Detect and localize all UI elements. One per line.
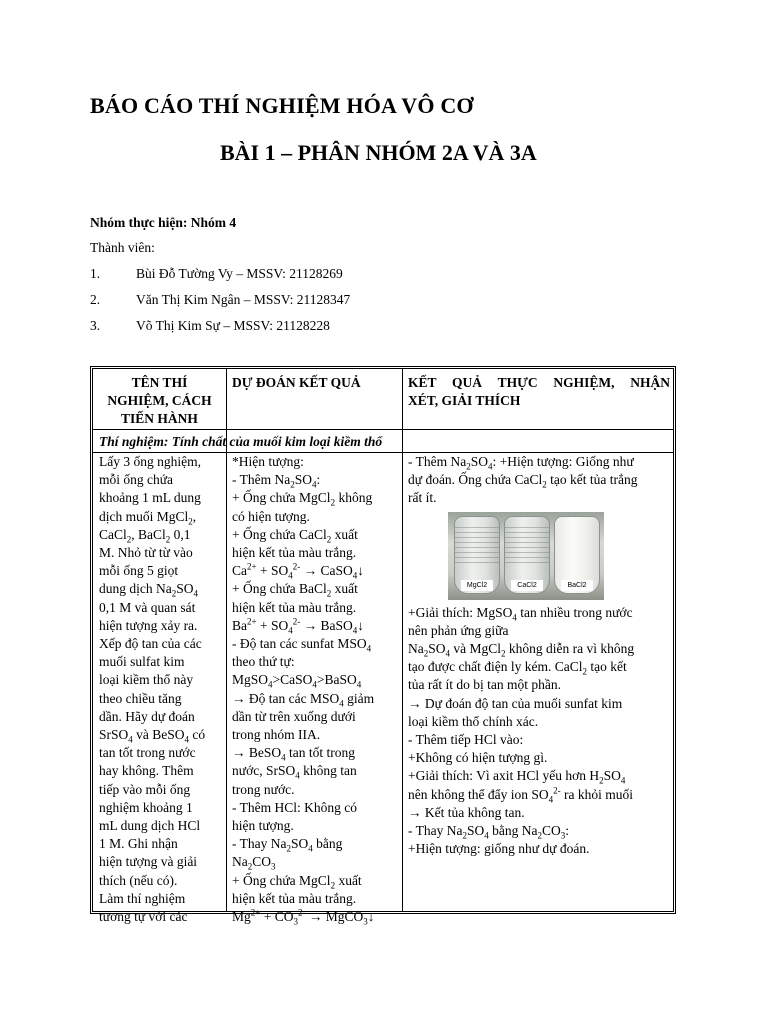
header-line: XÉT, GIẢI THÍCH (408, 393, 521, 408)
procedure-cell: Lấy 3 ống nghiệm, mỗi ống chứa khoảng 1 mL dung dịch muối MgCl$_2$, CaCl$_2$, BaCl$_2$ 0,1 M. Nhỏ từ từ vào mỗi ống 5 giọt dung dịch $Na_2SO_4$ 0,1 M và quan sát hiện tượng xảy ra. Xếp độ tan của các muối sulfat kim loại kiềm thổ này theo chiều tăng dần. Hãy dự đoán SrSO$_4$ và BeSO$_4$ có tan tốt trong nước hay không. Thêm tiếp vào mỗi ống nghiệm khoảng 1 mL dung dịch HCl 1 M. Ghi nhận hiện tượng và giải thích (nếu có). Làm thí nghiệm tương tự với các (99, 454, 206, 925)
member-item (90, 266, 343, 282)
tube-label: MgCl2 (461, 580, 493, 591)
member-text: Văn Thị Kim Ngân – MSSV: 21128347 (136, 292, 351, 307)
column-divider (402, 369, 403, 911)
member-number: 1. (90, 266, 101, 281)
test-tubes-photo (448, 512, 604, 600)
member-item (90, 292, 350, 308)
report-title: BÁO CÁO THÍ NGHIỆM HÓA VÔ CƠ (90, 93, 474, 118)
column-divider (226, 369, 227, 911)
header-line: NGHIỆM, CÁCH (107, 393, 212, 408)
test-tube (454, 516, 500, 594)
group-label: Nhóm thực hiện: Nhóm 4 (90, 215, 237, 230)
members-label: Thành viên: (90, 240, 155, 255)
tube-label: CaCl2 (511, 580, 543, 591)
member-text: Võ Thị Kim Sự – MSSV: 21128228 (136, 318, 330, 333)
prediction-cell: *Hiện tượng: - Thêm $Na_2SO_4$: + Ống chứa MgCl$_2$ không có hiện tượng. + Ống chứa CaCl$_2$ xuất hiện kết tủa màu trắng. $Ca^{2+} + SO_4^{2-}$ → CaSO$_4$↓ + Ống chứa BaCl$_2$ xuất hiện kết tủa màu trắng. $Ba^{2+} + SO_4^{2-}$ → BaSO$_4$↓ - Độ tan các sunfat $MSO_4$ theo thứ tự: MgSO$_4$>CaSO$_4$>BaSO$_4$ → Độ tan các $MSO_4$ giảm dần từ trên xuống dưới trong nhóm IIA. → BeSO$_4$ tan tốt trong nước, SrSO$_4$ không tan trong nước. - Thêm HCl: Không có hiện tượng. - Thay $Na_2SO_4$ bằng $Na_2CO_3$ + Ống chứa MgCl$_2$ xuất hiện kết tủa màu trắng. $Mg^{2+} + CO_3^{2-}$ → MgCO$_3$↓ (232, 454, 375, 927)
member-number: 2. (90, 292, 101, 307)
header-procedure (93, 374, 226, 428)
row-divider (93, 429, 673, 430)
header-results (408, 374, 670, 410)
test-tube (504, 516, 550, 594)
test-tube (554, 516, 600, 594)
member-number: 3. (90, 318, 101, 333)
experiment-table (90, 366, 676, 927)
experiment-title: Thí nghiệm: Tính chất của muối kim loại kiềm thổ (99, 434, 383, 449)
member-item (90, 318, 330, 334)
header-line: TÊN THÍ (131, 375, 188, 390)
member-text: Bùi Đỗ Tường Vy – MSSV: 21128269 (136, 266, 343, 281)
lesson-title: BÀI 1 – PHÂN NHÓM 2A VÀ 3A (220, 140, 537, 165)
tube-label: BaCl2 (561, 580, 593, 591)
header-prediction: DỰ ĐOÁN KẾT QUẢ (232, 375, 361, 390)
results-cell: - Thêm $Na_2SO_4$: +Hiện tượng: Giống như dự đoán. Ống chứa CaCl$_2$ tạo kết tủa trắng rất ít. MgCl2 CaCl2 BaCl2 +Giải thích: MgSO$_4$ tan nhiều trong nước nên phản ứng giữa $Na_2SO_4$ và MgCl$_2$ không diễn ra vì không tạo được chất điện ly kém. CaCl$_2$ tạo kết tủa rất ít do bị tan một phần. → Dự đoán độ tan của muối sunfat kim loại kiềm thổ chính xác. - Thêm tiếp HCl vào: +Không có hiện tượng gì. +Giải thích: Vì axit HCl yếu hơn $H_2SO_4$ nên không thể đẩy ion $SO_4^{2-}$ ra khỏi muối → Kết tủa không tan. - Thay $Na_2SO_4$ bằng $Na_2CO_3$: +Hiện tượng: giống như dự đoán. (408, 454, 638, 857)
header-line: KẾT QUẢ THỰC NGHIỆM, NHẬN (408, 375, 670, 390)
header-line: TIẾN HÀNH (121, 411, 198, 426)
